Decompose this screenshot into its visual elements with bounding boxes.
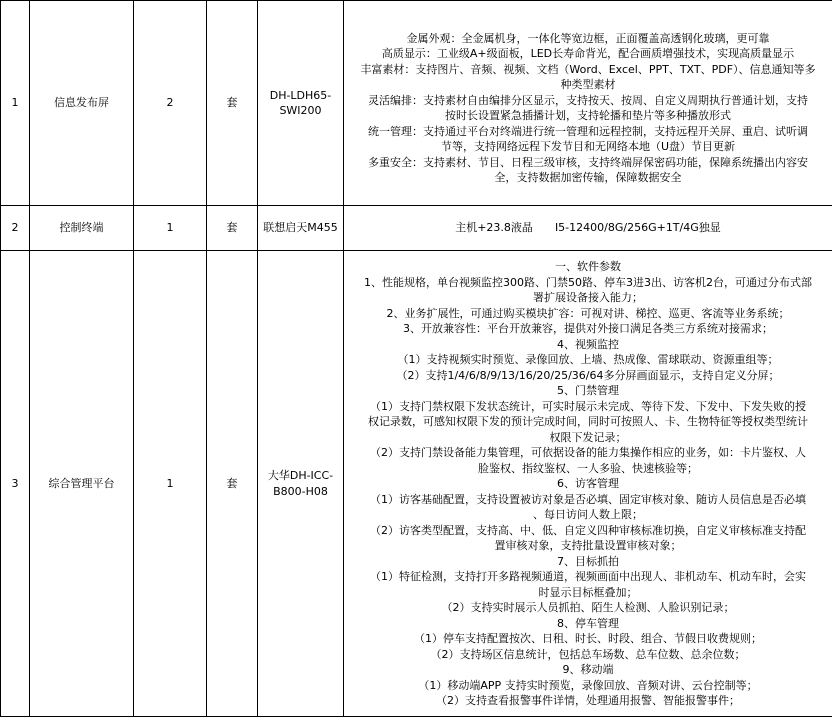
spec-line: 丰富素材：支持图片、音频、视频、文档（Word、Excel、PPT、TXT、PDF）、信息通知等多 — [348, 62, 828, 78]
item-name: 控制终端 — [30, 206, 134, 251]
spec-line: 置审核对象，支持批量设置审核对象； — [348, 538, 828, 554]
spec-host-monitor: 主机+23.8液晶 — [455, 221, 533, 234]
spec-line: 高质显示：工业级A+级面板，LED长寿命背光，配合画质增强技术，实现高质量显示 — [348, 46, 828, 62]
item-specification — [344, 1, 832, 206]
spec-line: 权限下发记录； — [348, 430, 828, 446]
spec-line: 4、视频监控 — [348, 337, 828, 353]
spec-line: （1）支持门禁权限下发状态统计，可实时展示未完成、等待下发、下发中、下发失败的授 — [348, 399, 828, 415]
spec-line: 种类型素材 — [348, 77, 828, 93]
spec-line: 3、开放兼容性：平台开放兼容，提供对外接口满足各类三方系统对接需求； — [348, 321, 828, 337]
spec-line: （1）移动端APP 支持实时预览，录像回放、音频对讲、云台控制等； — [348, 678, 828, 694]
item-model — [258, 206, 344, 251]
item-quantity: 1 — [134, 251, 207, 717]
item-quantity: 1 — [134, 206, 207, 251]
table-row — [1, 251, 832, 717]
spec-line: （2）支持场区信息统计，包括总车场数、总车位数、总余位数； — [348, 647, 828, 663]
spec-line: 6、访客管理 — [348, 476, 828, 492]
row-index: 2 — [1, 206, 30, 251]
spec-line: 节等，支持网络远程下发节目和无网络本地（U盘）节目更新 — [348, 139, 828, 155]
spec-line: 、每日访问人数上限； — [348, 507, 828, 523]
spec-line: 权记录数，可感知权限下发的预计完成时间，同时可按照人、卡、生物特征等授权类型统计 — [348, 414, 828, 430]
spec-line: （1）访客基础配置，支持设置被访对象是否必填、固定审核对象、随访人员信息是否必填 — [348, 492, 828, 508]
item-quantity: 2 — [134, 1, 207, 206]
spec-line: （2）支持1/4/6/8/9/13/16/20/25/36/64多分屏画面显示，支持自定义分屏； — [348, 368, 828, 384]
spec-line: 按时长设置紧急插播计划，支持轮播和垫片等多种播放形式 — [348, 108, 828, 124]
spec-lines — [348, 21, 828, 186]
item-specification — [344, 206, 832, 251]
model-line: 联想启天M455 — [262, 220, 339, 236]
spec-line: 1、性能规格，单台视频监控300路、门禁50路、停车3进3出、访客机2台，可通过分布式部 — [348, 275, 828, 291]
spec-line: 署扩展设备接入能力； — [348, 290, 828, 306]
item-unit: 套 — [207, 251, 258, 717]
spec-line: 金属外观：全金属机身，一体化等宽边框，正面覆盖高透钢化玻璃，更可靠 — [348, 31, 828, 47]
table-row — [1, 206, 832, 251]
spec-line: （2）支持门禁设备能力集管理，可依据设备的能力集操作相应的业务，如：卡片鉴权、人 — [348, 445, 828, 461]
spec-line: 多重安全：支持素材、节目、日程三级审核，支持终端屏保密码功能，保障系统播出内容安 — [348, 155, 828, 171]
item-name: 综合管理平台 — [30, 251, 134, 717]
spec-line: （1）支持视频实时预览、录像回放、上墙、热成像、雷球联动、资源重组等； — [348, 352, 828, 368]
spec-line: 8、停车管理 — [348, 616, 828, 632]
item-unit: 套 — [207, 1, 258, 206]
item-unit: 套 — [207, 206, 258, 251]
spec-line: 灵活编排：支持素材自由编排分区显示，支持按天、按周、自定义周期执行普通计划，支持 — [348, 93, 828, 109]
spec-line: 5、门禁管理 — [348, 383, 828, 399]
spec-line: （1）特征检测，支持打开多路视频通道，视频画面中出现人、非机动车、机动车时，会实 — [348, 569, 828, 585]
spec-line: 2、业务扩展性，可通过购买模块扩容：可视对讲、梯控、巡更、客流等业务系统； — [348, 306, 828, 322]
item-name: 信息发布屏 — [30, 1, 134, 206]
item-model — [258, 251, 344, 717]
spec-hardware-config: I5-12400/8G/256G+1T/4G独显 — [555, 221, 721, 234]
spec-line: 全，支持数据加密传输，保障数据安全 — [348, 170, 828, 186]
row-index: 1 — [1, 1, 30, 206]
table-row — [1, 1, 832, 206]
model-line: SWI200 — [262, 103, 339, 119]
item-specification — [344, 251, 832, 717]
spec-line: 脸鉴权、指纹鉴权、一人多验、快速核验等； — [348, 461, 828, 477]
spec-lines — [348, 251, 828, 709]
spec-line: （2）支持查看报警事件详情，处理通用报警、智能报警事件； — [348, 693, 828, 709]
spec-line: （2）支持实时展示人员抓拍、陌生人检测、人脸识别记录； — [348, 600, 828, 616]
spec-line: 7、目标抓拍 — [348, 554, 828, 570]
spec-line: 时显示目标框叠加； — [348, 585, 828, 601]
spec-line: （1）停车支持配置按次、日租、时长、时段、组合、节假日收费规则； — [348, 631, 828, 647]
spec-line: （2）访客类型配置，支持高、中、低、自定义四种审核标准切换，自定义审核标准支持配 — [348, 523, 828, 539]
model-line: B800-H08 — [262, 484, 339, 500]
row-index: 3 — [1, 251, 30, 717]
model-line: 大华DH-ICC- — [262, 468, 339, 484]
spec-line: 一、软件参数 — [348, 259, 828, 275]
spec-line: 统一管理：支持通过平台对终端进行统一管理和远程控制，支持远程开关屏、重启、试听调 — [348, 124, 828, 140]
model-line: DH-LDH65- — [262, 88, 339, 104]
spec-line: 9、移动端 — [348, 662, 828, 678]
item-model — [258, 1, 344, 206]
